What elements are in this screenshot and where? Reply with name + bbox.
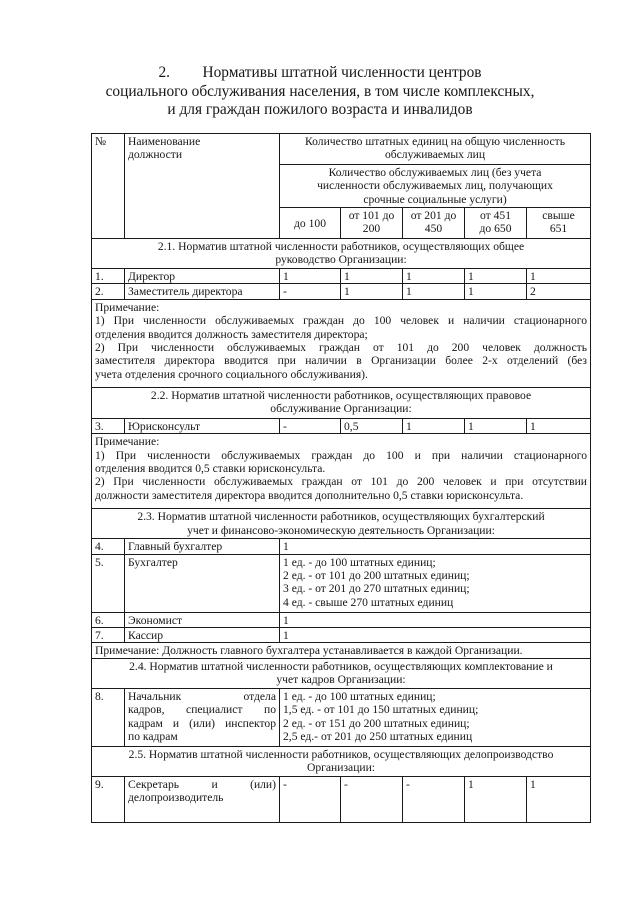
row-position: Бухгалтер	[125, 554, 280, 612]
header-served-count: Количество обслуживаемых лиц (без учета численности обслуживаемых лиц, получающих срочные социальные услуги)	[280, 165, 591, 208]
table-row	[92, 539, 591, 554]
row-number: 1.	[92, 269, 125, 284]
table-row	[92, 688, 591, 746]
page-title	[0, 64, 640, 120]
row-value: 1	[341, 284, 403, 299]
row-number: 8.	[92, 688, 125, 746]
title-line-1: Нормативы штатной численности центров	[202, 64, 482, 81]
note-row	[92, 299, 591, 387]
row-number: 4.	[92, 539, 125, 554]
range-col-3: от 201 до 450	[403, 208, 465, 239]
table-row	[92, 612, 591, 627]
row-value: -	[280, 418, 341, 433]
range-col-5: свыше 651	[527, 208, 591, 239]
row-position: Главный бухгалтер	[125, 539, 280, 554]
section-row	[92, 239, 591, 269]
row-value: 1	[527, 269, 591, 284]
row-number: 2.	[92, 284, 125, 299]
row-value: 1 ед. - до 100 штатных единиц; 2 ед. - от 101 до 200 штатных единиц; 3 ед. - от 201 до 270 штатных единиц; 4 ед. - свыше 270 штатных единиц	[280, 554, 591, 612]
row-value: -	[280, 776, 341, 822]
row-number: 6.	[92, 612, 125, 627]
row-value: 2	[527, 284, 591, 299]
note-row	[92, 434, 591, 509]
section-row	[92, 658, 591, 688]
row-value: 1	[527, 776, 591, 822]
row-value: 1	[403, 284, 465, 299]
section-row	[92, 746, 591, 776]
note-2-3: Примечание: Должность главного бухгалтера устанавливается в каждой Организации.	[92, 643, 591, 658]
section-row	[92, 509, 591, 539]
header-position: Наименование должности	[125, 134, 280, 239]
row-number: 9.	[92, 776, 125, 822]
table-row	[92, 776, 591, 822]
table-row	[92, 554, 591, 612]
row-value: 1	[280, 628, 591, 643]
row-value: 1	[465, 418, 527, 433]
section-2-5-heading: 2.5. Норматив штатной численности работников, осуществляющих делопроизводство Организации:	[92, 746, 591, 776]
row-value: 1	[465, 269, 527, 284]
title-number: 2.	[158, 64, 170, 81]
row-position: Экономист	[125, 612, 280, 627]
row-number: 3.	[92, 418, 125, 433]
row-position: Директор	[125, 269, 280, 284]
title-line-3: и для граждан пожилого возраста и инвалидов	[167, 101, 473, 118]
row-value: 1	[403, 269, 465, 284]
range-col-1: до 100	[280, 208, 341, 239]
row-position: Заместитель директора	[125, 284, 280, 299]
row-position: Кассир	[125, 628, 280, 643]
row-position: Секретарь и (или) делопроизводитель	[125, 776, 280, 822]
table-row	[92, 269, 591, 284]
section-row	[92, 387, 591, 418]
title-line-2: социального обслуживания населения, в том числе комплексных,	[105, 82, 535, 100]
row-value: 1	[465, 776, 527, 822]
section-2-4-heading: 2.4. Норматив штатной численности работников, осуществляющих комплектование и учет кадров Организации:	[92, 658, 591, 688]
row-number: 5.	[92, 554, 125, 612]
table-row	[92, 628, 591, 643]
header-staff-count: Количество штатных единиц на общую численность обслуживаемых лиц	[280, 134, 591, 165]
row-number: 7.	[92, 628, 125, 643]
row-value: 1	[403, 418, 465, 433]
row-value: 1	[527, 418, 591, 433]
section-2-1-heading: 2.1. Норматив штатной численности работников, осуществляющих общее руководство Организации:	[92, 239, 591, 269]
section-2-2-heading: 2.2. Норматив штатной численности работников, осуществляющих правовое обслуживание Организации:	[92, 387, 591, 418]
header-number: №	[92, 134, 125, 239]
header-row-1	[92, 134, 591, 165]
row-position: Юрисконсульт	[125, 418, 280, 433]
range-col-4: от 451 до 650	[465, 208, 527, 239]
row-value: 1 ед. - до 100 штатных единиц; 1,5 ед. - от 101 до 150 штатных единиц; 2 ед. - от 151 до 200 штатных единиц; 2,5 ед.- от 201 до 250 штатных единиц	[280, 688, 591, 746]
note-2-1: Примечание: 1) При численности обслуживаемых граждан до 100 человек и наличии стационарного отделения вводится должность заместителя директора; 2) При численности обслуживаемых граждан от 101 до 200 человек должность заместителя директора вводится при наличии в Организации более 2-х отделений (без учета отделения срочного социального обслуживания).	[92, 299, 591, 387]
row-value: -	[341, 776, 403, 822]
note-2-2: Примечание: 1) При численности обслуживаемых граждан до 100 и при наличии стационарного отделения вводится 0,5 ставки юрисконсульта. 2) При численности обслуживаемых граждан от 101 до 200 человек и при отсутствии должности заместителя директора вводится дополнительно 0,5 ставки юрисконсульта.	[92, 434, 591, 509]
row-value: 1	[280, 539, 591, 554]
note-row	[92, 643, 591, 658]
row-value: 1	[465, 284, 527, 299]
row-value: 1	[280, 269, 341, 284]
row-position: Начальник отдела кадров, специалист по кадрам и (или) инспектор по кадрам	[125, 688, 280, 746]
row-value: 1	[341, 269, 403, 284]
staff-norms-table	[91, 133, 591, 823]
range-col-2: от 101 до 200	[341, 208, 403, 239]
row-value: 0,5	[341, 418, 403, 433]
table-row	[92, 284, 591, 299]
row-value: -	[280, 284, 341, 299]
row-value: 1	[280, 612, 591, 627]
row-value: -	[403, 776, 465, 822]
section-2-3-heading: 2.3. Норматив штатной численности работников, осуществляющих бухгалтерский учет и финансово-экономическую деятельность Организации:	[92, 509, 591, 539]
table-row	[92, 418, 591, 433]
